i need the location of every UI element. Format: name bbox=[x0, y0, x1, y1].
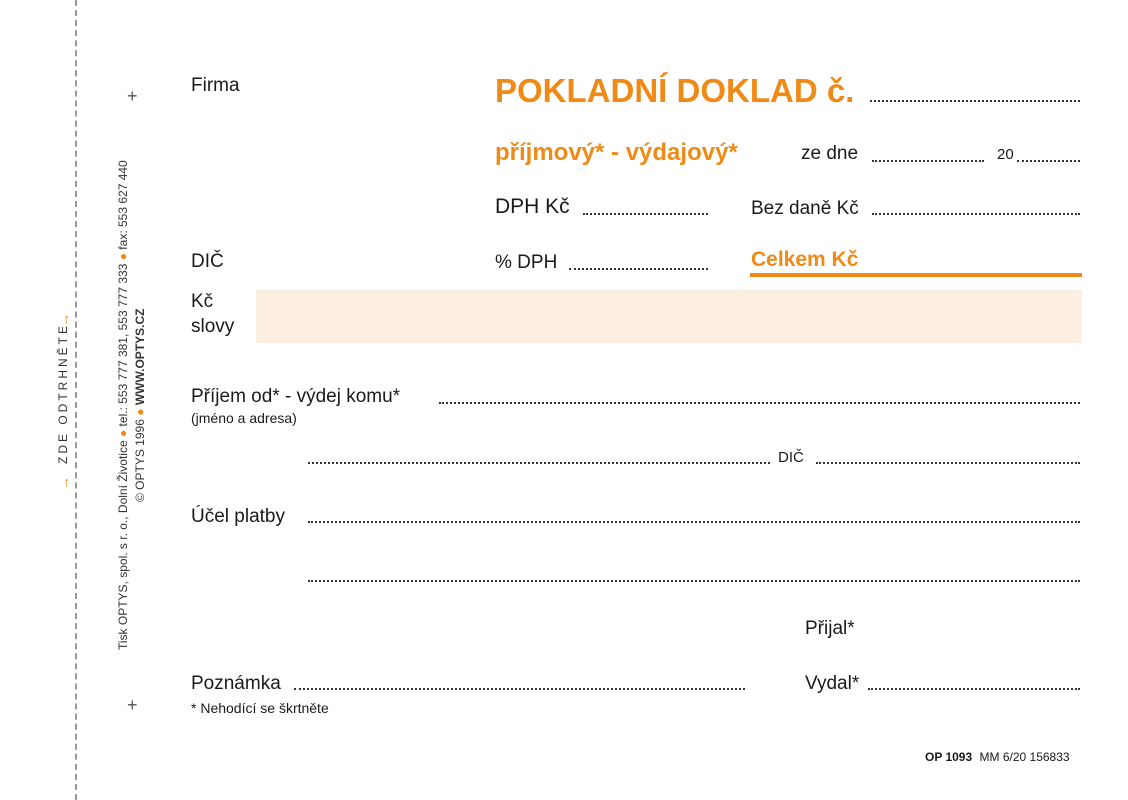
ze-dne-label: ze dne bbox=[801, 143, 859, 164]
celkem-underline bbox=[750, 273, 1082, 277]
separator-dot: ● bbox=[133, 408, 147, 416]
poznamka-label: Poznámka bbox=[191, 673, 281, 694]
separator-dot: ● bbox=[116, 253, 130, 261]
document-title: POKLADNÍ DOKLAD č. bbox=[495, 72, 855, 109]
dic-label: DIČ bbox=[191, 251, 224, 272]
website-text: WWW.OPTYS.CZ bbox=[133, 308, 147, 406]
firma-label: Firma bbox=[191, 75, 240, 96]
pct-dph-label: % DPH bbox=[495, 252, 558, 273]
dph-kc-field[interactable] bbox=[583, 213, 708, 215]
tear-off-dashed-line bbox=[75, 0, 77, 800]
form-code bbox=[925, 750, 1070, 764]
printer-fax: fax: 553 627 440 bbox=[116, 160, 130, 250]
bez-dane-label: Bez daně Kč bbox=[751, 198, 859, 219]
vydal-field[interactable] bbox=[868, 688, 1080, 690]
footnote: * Nehodící se škrtněte bbox=[191, 700, 329, 716]
amount-in-words-field[interactable] bbox=[256, 290, 1082, 343]
crop-mark-top: + bbox=[127, 86, 138, 106]
year-prefix: 20 bbox=[997, 146, 1014, 163]
copyright-info bbox=[133, 309, 147, 502]
celkem-label: Celkem Kč bbox=[751, 248, 859, 271]
dic-field-2[interactable] bbox=[816, 462, 1080, 464]
form-code-number: OP 1093 bbox=[925, 750, 973, 764]
pct-dph-field[interactable] bbox=[569, 268, 708, 270]
document-number-field[interactable] bbox=[870, 100, 1080, 102]
slovy-label: slovy bbox=[191, 316, 235, 337]
prijem-label: Příjem od* - výdej komu* bbox=[191, 386, 401, 407]
ucel-label: Účel platby bbox=[191, 506, 285, 527]
separator-dot: ● bbox=[116, 429, 130, 438]
arrow-icon-bottom: → bbox=[56, 476, 72, 490]
crop-mark-bottom: + bbox=[127, 695, 138, 715]
arrow-icon-top: → bbox=[56, 313, 72, 327]
dic-label-2: DIČ bbox=[778, 449, 804, 466]
date-field[interactable] bbox=[872, 160, 984, 162]
ucel-field[interactable] bbox=[308, 521, 1080, 523]
dph-kc-label: DPH Kč bbox=[495, 195, 570, 218]
prijem-note: (jméno a adresa) bbox=[191, 410, 297, 426]
poznamka-field[interactable] bbox=[294, 688, 745, 690]
year-field[interactable] bbox=[1017, 160, 1080, 162]
ucel-field-2[interactable] bbox=[308, 580, 1080, 582]
printer-tel: tel.: 553 777 381, 553 777 333 bbox=[116, 263, 130, 427]
address-field[interactable] bbox=[308, 462, 770, 464]
tear-here-label: ZDE ODTRHNĚTE bbox=[56, 323, 70, 464]
form-code-meta: MM 6/20 156833 bbox=[979, 750, 1070, 764]
printer-info bbox=[116, 160, 130, 650]
bez-dane-field[interactable] bbox=[872, 213, 1080, 215]
document-type-label: příjmový* - výdajový* bbox=[495, 139, 738, 166]
copyright-text: © OPTYS 1996 bbox=[133, 419, 147, 502]
kc-label: Kč bbox=[191, 291, 214, 312]
prijal-label: Přijal* bbox=[805, 618, 855, 639]
vydal-label: Vydal* bbox=[805, 673, 860, 694]
printer-name: Tisk OPTYS, spol. s r. o., Dolní Životice bbox=[116, 440, 130, 650]
prijem-field[interactable] bbox=[439, 402, 1080, 404]
